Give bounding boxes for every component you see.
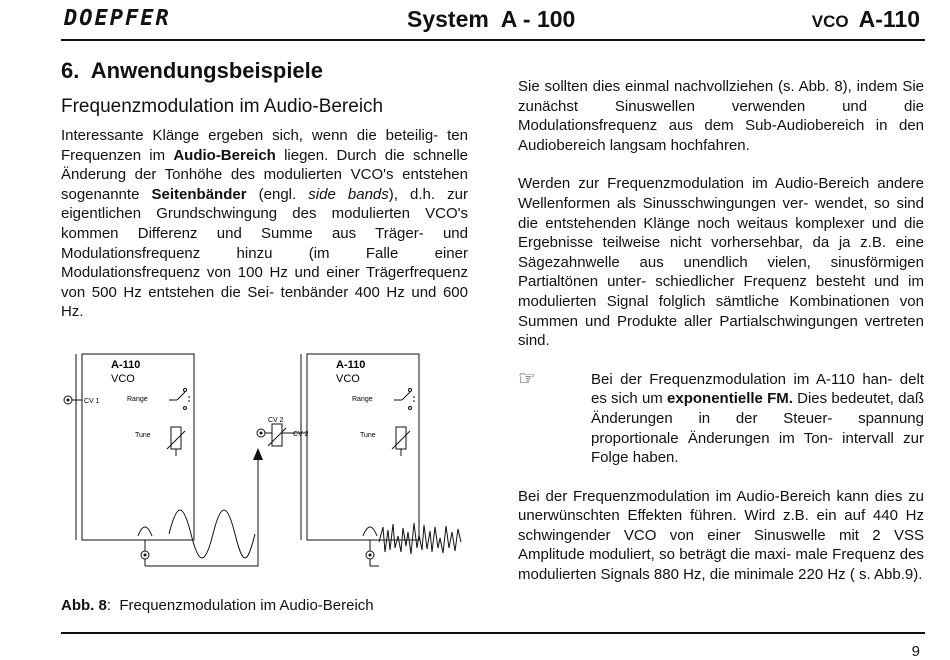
module1-tune: Tune xyxy=(135,432,151,439)
text-run: Dies bedeutet, daß Änderungen in der Steuer- spannung proportionale Änderungen im Ton- intervall zur Folge haben. xyxy=(591,390,924,467)
text-run: Bei der Frequenzmodulation im A-110 han- delt es sich um xyxy=(591,370,924,408)
section-title: 6. Anwendungsbeispiele xyxy=(61,58,324,83)
bold-run: Audio-Bereich xyxy=(173,146,276,164)
module1-cv1: CV 1 xyxy=(84,398,100,405)
module1-type: VCO xyxy=(111,373,135,385)
cv2-pot-label: CV 2 xyxy=(268,417,284,424)
module2-range: Range xyxy=(352,396,373,403)
note-block xyxy=(518,367,924,468)
module1-name: A-110 xyxy=(111,359,141,371)
right-paragraph-2: Werden zur Frequenzmodulation im Audio-Bereich andere Wellenformen als Sinusschwingungen ver- wendet, so sind die entstehenden Klänge noch weitaus komplexer und die Ergebnisse teilweise nicht vorhersehbar, da ja z.B. eine Sägezahnwelle aus unendlich vielen, sinusförmigen Partialtönen unter- schiedlicher Frequenz besteht und im modulierten Signal folglich sämtliche Kombinationen von Summen und Produkte aller Partialschwingungen vertreten sind. xyxy=(518,175,924,350)
bold-run: Seitenbänder xyxy=(151,185,247,203)
bold-run: exponentielle FM. xyxy=(667,390,793,408)
module2-type: VCO xyxy=(336,373,360,385)
right-paragraph-1: Sie sollten dies einmal nachvollziehen (s. Abb. 8), indem Sie zunächst Sinuswellen verwenden und die Modulationsfrequenz aus dem Sub-Audiobereich in den Audiobereich langsam hochfahren. xyxy=(518,78,924,154)
module2-tune: Tune xyxy=(360,432,376,439)
subsection-title: Frequenzmodulation im Audio-Bereich xyxy=(61,96,384,117)
figure-caption xyxy=(61,597,374,614)
left-paragraph xyxy=(61,126,468,322)
header-system: System A - 100 xyxy=(407,6,576,32)
header-module-name: A-110 xyxy=(858,6,920,32)
text-run: ), d.h. zur eigentlichen Grundschwingung des modulierten VCO's kommen Differenz und Summe aus Träger- und Modulationsfrequenz hinzu (im Falle einer Modulationsfrequenz von 100 Hz und einer Trägerfrequenz von 500 Hz entstehen die Sei- tenbänder 400 Hz und 600 Hz. xyxy=(61,185,469,321)
right-paragraph-3: Bei der Frequenzmodulation im Audio-Bereich kann dies zu unerwünschten Effekten führen. Wird z.B. ein auf 440 Hz schwingender VCO von einer Sinuswelle mit 2 VSS Amplitude moduliert, so beträgt die maxi- male Frequenz des modulierten Signals 880 Hz, die minimale 220 Hz ( s. Abb.9). xyxy=(518,487,924,584)
left-column xyxy=(61,58,468,322)
italic-run: side bands xyxy=(308,185,389,203)
caption-label: Abb. 8 xyxy=(61,597,107,614)
header-module xyxy=(812,6,920,33)
footer-rule xyxy=(61,632,925,634)
module1-range: Range xyxy=(127,396,148,403)
text-run: Interessante Klänge ergeben sich, wenn die beteilig- ten Frequenzen im xyxy=(61,127,468,164)
right-column xyxy=(518,77,924,585)
module2-cv2: CV 2 xyxy=(293,431,309,438)
module2-name: A-110 xyxy=(336,359,366,371)
header-module-prefix: VCO xyxy=(811,12,849,31)
header-logo: DOEPFER xyxy=(64,6,171,31)
text-run: liegen. Durch die schnelle Änderung der Tonhöhe des modulierten VCO's entstehen sogenannte xyxy=(61,146,468,203)
header-rule xyxy=(61,39,925,41)
text-run: (engl. xyxy=(246,185,309,203)
pointing-hand-icon: ☞ xyxy=(518,367,536,390)
caption-text: : Frequenzmodulation im Audio-Bereich xyxy=(106,597,374,614)
fm-diagram xyxy=(61,352,471,582)
page-number: 9 xyxy=(911,643,920,660)
vco-module-2 xyxy=(307,354,419,540)
